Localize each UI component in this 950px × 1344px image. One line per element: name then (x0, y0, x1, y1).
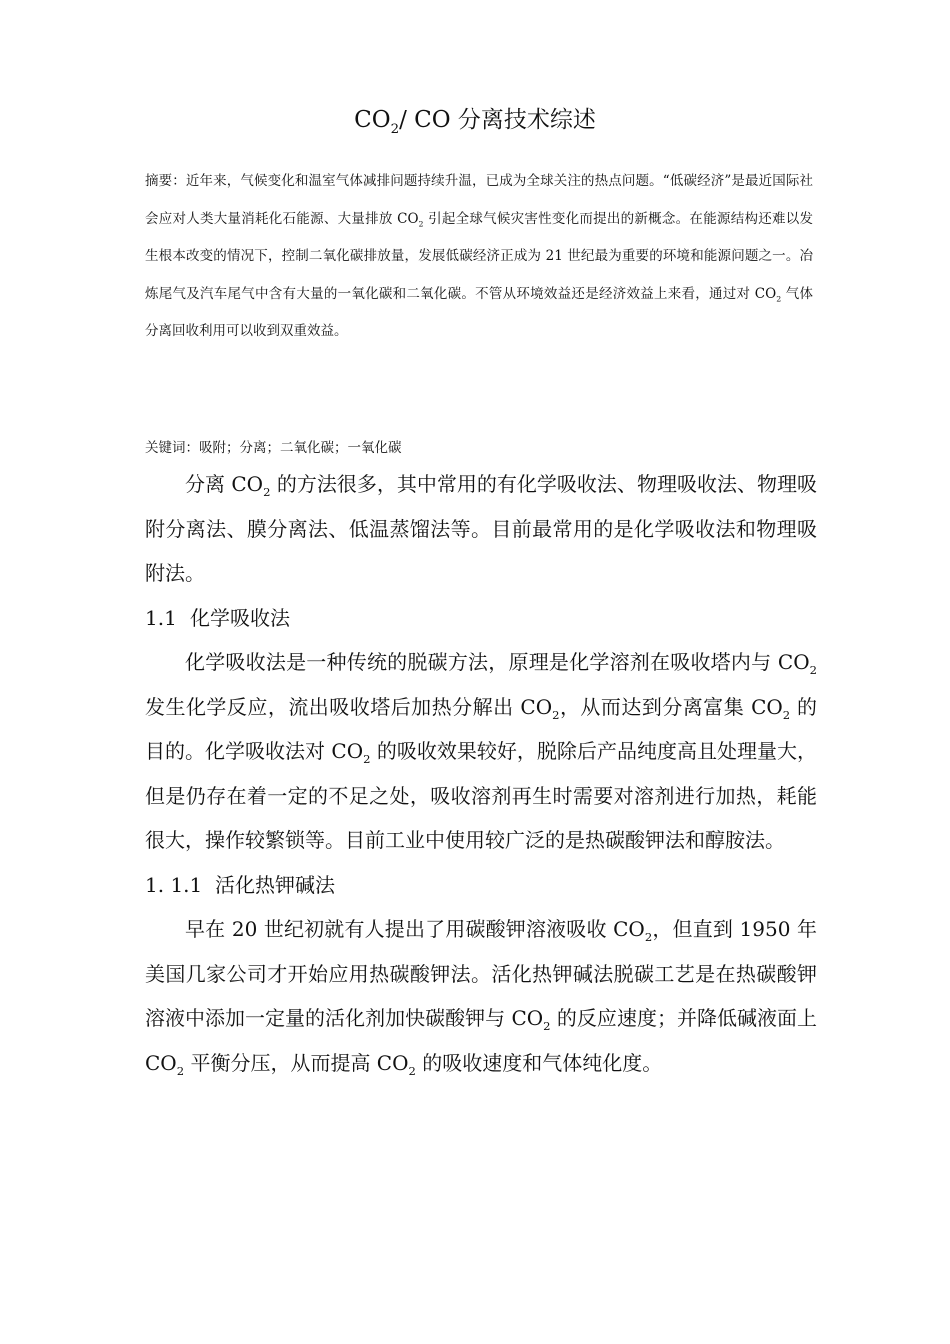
keywords: 关键词：吸附；分离；二氧化碳；一氧化碳 (145, 440, 402, 456)
section-1-1-paragraph: 化学吸收法是一种传统的脱碳方法，原理是化学溶剂在吸收塔内与 $CO_2$ 发生化学反应，流出吸收塔后加热分解出 $CO_2$，从而达到分离富集 $CO_2$ 的目的。化学吸收法对 $CO_2$ 的吸收效果较好，脱除后产品纯度高且处理量大，但是仍存在着一定的不足之处，吸收溶剂再生时需要对溶剂进行加热，耗能很大，操作较繁锁等。目前工业中使用较广泛的是热碳酸钾法和醇胺法。 (145, 650, 818, 852)
subscript: 2 (644, 930, 653, 945)
subscript: 2 (408, 1063, 416, 1078)
title-co: CO (354, 107, 391, 133)
subscript: 2 (543, 1019, 551, 1034)
subscript: 2 (176, 1063, 185, 1078)
subscript: 2 (263, 485, 271, 500)
subscript: 2 (809, 663, 817, 678)
document-title (0, 100, 950, 140)
subscript: 2 (363, 752, 371, 767)
section-title: 化学吸收法 (190, 605, 290, 630)
title-subscript: 2 (390, 122, 400, 137)
title-rest: / CO 分离技术综述 (399, 107, 596, 133)
subscript: 2 (776, 294, 782, 304)
section-number: 1.1 (145, 605, 177, 630)
subscript: 2 (552, 707, 560, 722)
body-text (145, 462, 817, 1085)
section-heading-1-1-1 (145, 863, 817, 908)
section-number: 1. 1.1 (145, 872, 203, 897)
section-heading-1-1 (145, 596, 817, 641)
subscript: 2 (782, 707, 791, 722)
abstract: 摘要：近年来，气候变化和温室气体减排问题持续升温，已成为全球关注的热点问题。“低碳经济”是最近国际社会应对人类大量消耗化石能源、大量排放 $CO_2$ 引起全球气候灾害性变化而提出的新概念。在能源结构还难以发生根本改变的情况下，控制二氧化碳排放量，发展低碳经济正成为 21 世纪最为重要的环境和能源问题之一。冶炼尾气及汽车尾气中含有大量的一氧化碳和二氧化碳。不管从环境效益还是经济效益上来看，通过对 $CO_2$ 气体分离回收利用可以收到双重效益。 (145, 173, 814, 339)
section-1-1-1-paragraph: 早在 20 世纪初就有人提出了用碳酸钾溶液吸收 $CO_2$，但直到 1950 年美国几家公司才开始应用热碳酸钾法。活化热钾碱法脱碳工艺是在热碳酸钾溶液中添加一定量的活化剂加快碳酸钾与 $CO_2$ 的反应速度；并降低碱液面上 $CO_2$ 平衡分压，从而提高 $CO_2$ 的吸收速度和气体纯化度。 (145, 917, 817, 1078)
subscript: 2 (418, 219, 424, 229)
section-title: 活化热钾碱法 (215, 872, 335, 897)
intro-paragraph: 分离 $CO_2$ 的方法很多，其中常用的有化学吸收法、物理吸收法、物理吸附分离法、膜分离法、低温蒸馏法等。目前最常用的是化学吸收法和物理吸附法。 (145, 472, 817, 585)
